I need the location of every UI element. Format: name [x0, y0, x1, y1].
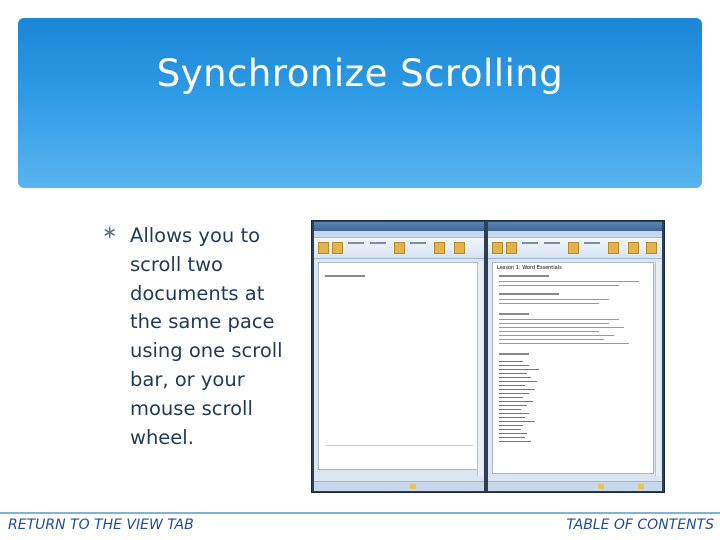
bullet-text: Allows you to scroll two documents at the same pace using one scroll bar, or your mouse scroll wheel. [130, 224, 283, 449]
vertical-scrollbar[interactable] [655, 262, 661, 476]
bullet-item [102, 222, 286, 452]
ribbon [488, 238, 662, 259]
bullet-asterisk-icon: ∗ [102, 222, 118, 243]
status-bar [314, 481, 484, 491]
ribbon-tabs [314, 231, 484, 238]
document-page [318, 262, 480, 470]
status-bar [488, 481, 662, 491]
ribbon [314, 238, 484, 259]
vertical-scrollbar[interactable] [477, 262, 483, 476]
ribbon-tabs [488, 231, 662, 238]
window-titlebar [314, 222, 484, 231]
word-side-by-side-screenshot [311, 220, 665, 493]
slide-title: Synchronize Scrolling [156, 52, 564, 95]
document-heading: Lesson 1: Word Essentials [497, 265, 562, 271]
return-to-view-tab-link[interactable]: RETURN TO THE VIEW TAB [8, 517, 194, 533]
document-page [492, 262, 654, 474]
table-of-contents-link[interactable]: TABLE OF CONTENTS [566, 517, 714, 533]
left-document-window [314, 222, 484, 491]
title-banner [18, 18, 702, 188]
footer-divider [0, 512, 720, 514]
right-document-window [488, 222, 662, 491]
window-titlebar [488, 222, 662, 231]
